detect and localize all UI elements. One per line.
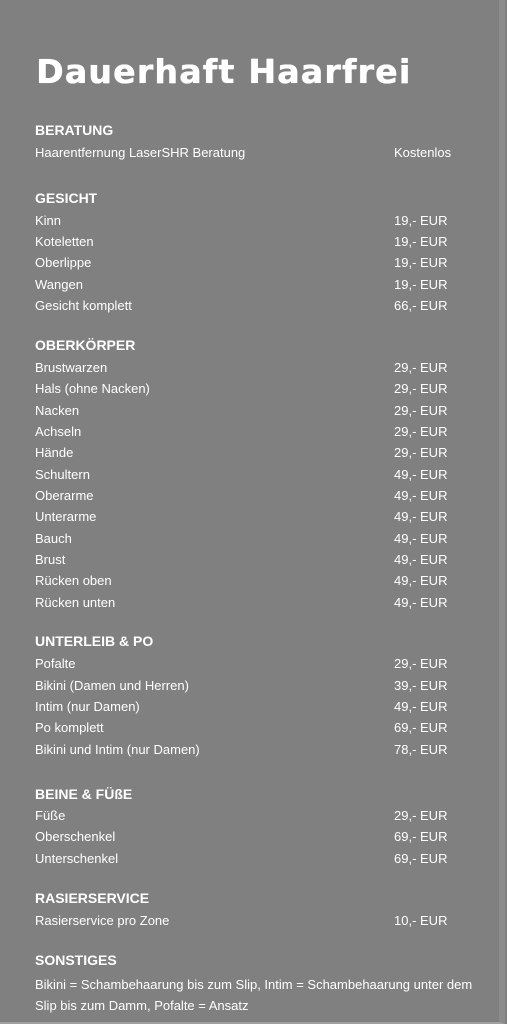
item-price: 49,- EUR [394, 573, 448, 588]
item-price: 29,- EUR [394, 808, 448, 823]
item-price: 49,- EUR [394, 595, 448, 610]
price-row [35, 211, 465, 231]
item-label: Brustwarzen [35, 360, 108, 375]
item-price: 69,- EUR [394, 851, 448, 866]
item-label: Po komplett [35, 720, 104, 735]
item-label: Oberlippe [35, 255, 92, 270]
item-label: Wangen [35, 277, 83, 292]
price-row [35, 718, 465, 738]
item-price: 39,- EUR [394, 678, 448, 693]
item-label: Unterschenkel [35, 851, 119, 866]
section-heading-beratung: BERATUNG [35, 122, 114, 138]
item-label: Oberschenkel [35, 829, 116, 844]
price-row [35, 296, 465, 316]
price-row [35, 275, 465, 295]
section-heading-sonstiges: SONSTIGES [35, 952, 117, 968]
item-label: Pofalte [35, 656, 76, 671]
item-label: Füße [35, 808, 66, 823]
section-heading-oberkoerper: OBERKÖRPER [35, 337, 136, 353]
item-label: Bauch [35, 531, 72, 546]
price-row [35, 486, 465, 506]
item-price: 49,- EUR [394, 552, 448, 567]
price-row [35, 143, 465, 163]
item-price: 29,- EUR [394, 360, 448, 375]
section-heading-unterleib-po: UNTERLEIB & PO [35, 633, 154, 649]
price-row [35, 401, 465, 421]
price-row [35, 550, 465, 570]
price-row [35, 827, 465, 847]
price-row [35, 593, 465, 613]
item-label: Nacken [35, 403, 80, 418]
price-row [35, 849, 465, 869]
item-label: Rücken unten [35, 595, 116, 610]
price-row [35, 740, 465, 760]
item-price: 10,- EUR [394, 913, 448, 928]
price-row [35, 676, 465, 696]
item-price: 49,- EUR [394, 531, 448, 546]
price-row [35, 529, 465, 549]
item-label: Achseln [35, 424, 82, 439]
price-row [35, 422, 465, 442]
item-price: Kostenlos [394, 145, 452, 160]
item-price: 19,- EUR [394, 277, 448, 292]
section-heading-rasierservice: RASIERSERVICE [35, 890, 150, 906]
item-label: Koteletten [35, 234, 94, 249]
price-row [35, 253, 465, 273]
item-price: 29,- EUR [394, 403, 448, 418]
item-price: 19,- EUR [394, 234, 448, 249]
item-label: Bikini und Intim (nur Damen) [35, 742, 200, 757]
price-row [35, 697, 465, 717]
price-row [35, 806, 465, 826]
price-row [35, 379, 465, 399]
section-heading-beine-fuesse: BEINE & FÜßE [35, 786, 133, 802]
item-label: Kinn [35, 213, 62, 228]
item-price: 66,- EUR [394, 298, 448, 313]
item-label: Rasierservice pro Zone [35, 913, 170, 928]
note-text: Bikini = Schambehaarung bis zum Slip, Intim = Schambehaarung unter dem Slip bis zum Damm, Pofalte = Ansatz [35, 977, 473, 1013]
price-row [35, 232, 465, 252]
item-label: Schultern [35, 467, 90, 482]
item-price: 29,- EUR [394, 424, 448, 439]
item-label: Bikini (Damen und Herren) [35, 678, 189, 693]
price-row [35, 507, 465, 527]
item-label: Hände [35, 445, 74, 460]
item-price: 29,- EUR [394, 656, 448, 671]
item-price: 19,- EUR [394, 255, 448, 270]
item-label: Haarentfernung LaserSHR Beratung [35, 145, 246, 160]
item-label: Rücken oben [35, 573, 112, 588]
price-row [35, 911, 465, 931]
item-price: 49,- EUR [394, 488, 448, 503]
item-price: 69,- EUR [394, 829, 448, 844]
item-price: 49,- EUR [394, 699, 448, 714]
price-row [35, 443, 465, 463]
item-label: Oberarme [35, 488, 94, 503]
item-label: Unterarme [35, 509, 97, 524]
item-price: 19,- EUR [394, 213, 448, 228]
item-price: 49,- EUR [394, 467, 448, 482]
item-label: Gesicht komplett [35, 298, 132, 313]
item-price: 49,- EUR [394, 509, 448, 524]
page-title: Dauerhaft Haarfrei [36, 52, 412, 91]
price-row [35, 654, 465, 674]
item-label: Brust [35, 552, 66, 567]
item-price: 29,- EUR [394, 381, 448, 396]
section-heading-gesicht: GESICHT [35, 190, 98, 206]
item-price: 29,- EUR [394, 445, 448, 460]
item-price: 69,- EUR [394, 720, 448, 735]
item-price: 78,- EUR [394, 742, 448, 757]
item-label: Hals (ohne Nacken) [35, 381, 150, 396]
price-row [35, 571, 465, 591]
price-row [35, 358, 465, 378]
item-label: Intim (nur Damen) [35, 699, 140, 714]
price-row [35, 465, 465, 485]
